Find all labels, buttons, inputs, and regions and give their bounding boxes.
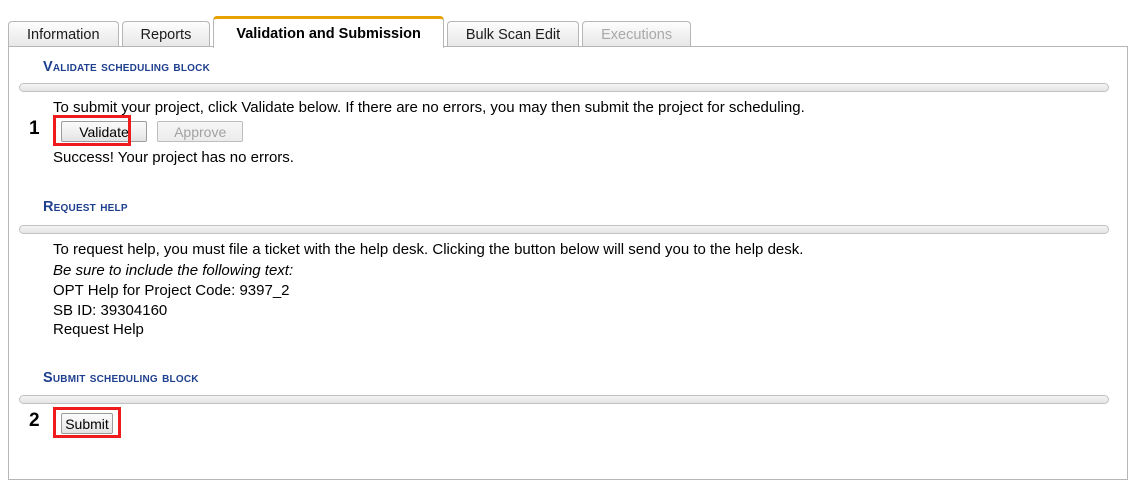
tab-reports[interactable] [122, 21, 211, 48]
annotation-number-2: 2 [29, 410, 40, 431]
tab-bulk-scan-edit-label: Bulk Scan Edit [465, 27, 561, 43]
help-section-divider [19, 225, 1109, 234]
tab-executions-label: Executions [601, 27, 673, 43]
tab-validation-and-submission-label: Validation and Submission [236, 26, 421, 42]
validate-status-message: Success! Your project has no errors. [53, 149, 294, 166]
tab-information-label: Information [27, 27, 100, 43]
validate-button[interactable]: Validate [61, 121, 147, 142]
help-include-note: Be sure to include the following text: [53, 262, 294, 279]
tab-reports-label: Reports [140, 27, 192, 43]
tab-validation-and-submission[interactable] [213, 16, 444, 48]
request-help-button[interactable]: Request Help [53, 321, 144, 338]
tab-bar [8, 14, 1128, 48]
submit-section-divider [19, 395, 1109, 404]
tab-bulk-scan-edit[interactable] [447, 21, 579, 48]
submit-section-heading: Submit scheduling block [43, 370, 199, 386]
validate-section-heading: Validate scheduling block [43, 59, 210, 75]
tab-executions [582, 21, 691, 48]
validate-instructions: To submit your project, click Validate below. If there are no errors, you may then submit the project for scheduling. [53, 99, 805, 116]
annotation-number-1: 1 [29, 118, 40, 139]
validate-section-divider [19, 83, 1109, 92]
help-project-code: OPT Help for Project Code: 9397_2 [53, 282, 290, 299]
content-panel [8, 46, 1128, 480]
help-sb-id: SB ID: 39304160 [53, 302, 168, 319]
help-section-heading: Request help [43, 199, 128, 215]
tab-information[interactable] [8, 21, 119, 48]
submit-button[interactable]: Submit [61, 413, 113, 434]
help-instructions: To request help, you must file a ticket with the help desk. Clicking the button below will send you to the help desk. [53, 241, 804, 258]
approve-button: Approve [157, 121, 243, 142]
